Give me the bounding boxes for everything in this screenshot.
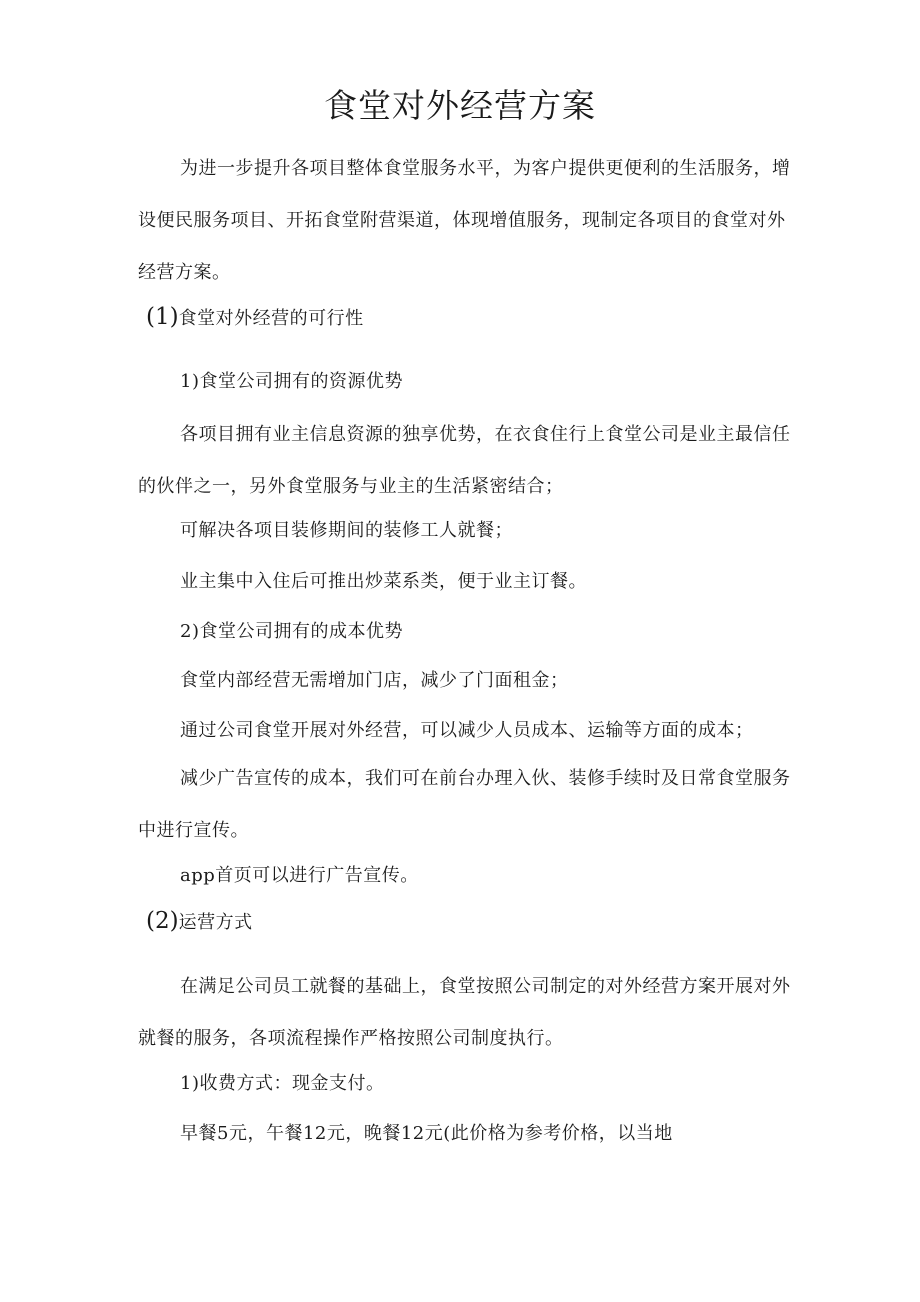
paragraph-resource-3: 业主集中入住后可推出炒菜系类，便于业主订餐。 xyxy=(180,571,587,592)
paragraph-price: 早餐5元，午餐12元，晚餐12元(此价格为参考价格，以当地 xyxy=(180,1123,673,1144)
section-heading-feasibility xyxy=(146,302,364,334)
section-number: (2) xyxy=(146,908,179,934)
paragraph-resource-1: 各项目拥有业主信息资源的独享优势，在衣食住行上食堂公司是业主最信任的伙伴之一，另外食堂服务与业主的生活紧密结合； xyxy=(138,424,791,497)
paragraph-operation-1: 在满足公司员工就餐的基础上，食堂按照公司制定的对外经营方案开展对外就餐的服务，各项流程操作严格按照公司制度执行。 xyxy=(138,976,791,1049)
subheading-resource-advantage: 1)食堂公司拥有的资源优势 xyxy=(180,371,403,392)
paragraph-cost-2: 通过公司食堂开展对外经营，可以减少人员成本、运输等方面的成本； xyxy=(180,720,754,741)
section-number: (1) xyxy=(146,304,179,330)
subheading-cost-advantage: 2)食堂公司拥有的成本优势 xyxy=(180,621,403,642)
intro-paragraph: 为进一步提升各项目整体食堂服务水平，为客户提供更便利的生活服务，增设便民服务项目、开拓食堂附营渠道，体现增值服务，现制定各项目的食堂对外经营方案。 xyxy=(138,158,791,283)
paragraph-resource-2: 可解决各项目装修期间的装修工人就餐； xyxy=(180,520,513,541)
paragraph-cost-1: 食堂内部经营无需增加门店，减少了门面租金； xyxy=(180,670,569,691)
section-heading-operation xyxy=(146,906,253,938)
document-title: 食堂对外经营方案 xyxy=(324,86,596,125)
paragraph-cost-3: 减少广告宣传的成本，我们可在前台办理入伙、装修手续时及日常食堂服务中进行宣传。 xyxy=(138,768,791,841)
paragraph-cost-4: app首页可以进行广告宣传。 xyxy=(180,865,419,886)
section-title: 食堂对外经营的可行性 xyxy=(178,308,364,329)
section-title: 运营方式 xyxy=(178,912,253,933)
subheading-payment-method: 1)收费方式：现金支付。 xyxy=(180,1073,385,1094)
